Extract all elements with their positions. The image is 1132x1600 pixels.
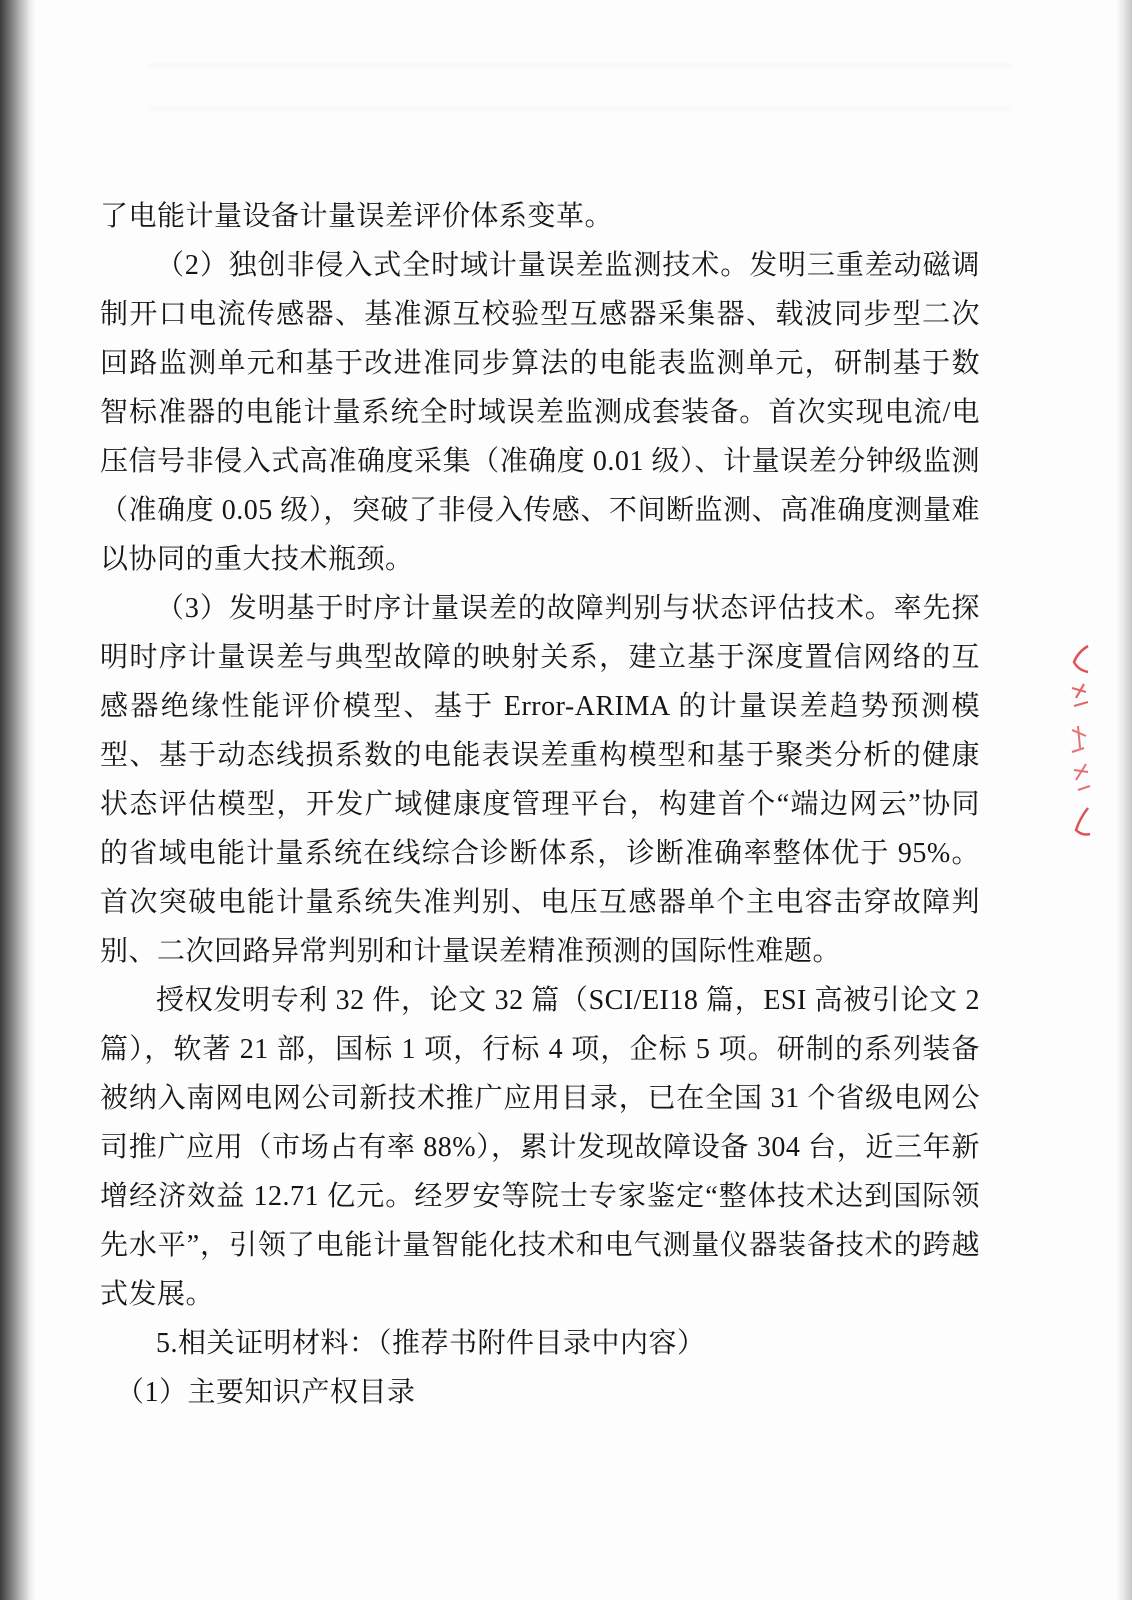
- paragraph-2: （2）独创非侵入式全时域计量误差监测技术。发明三重差动磁调制开口电流传感器、基准源互校验型互感器采集器、载波同步型二次回路监测单元和基于改进准同步算法的电能表监测单元，研制基于数智标准器的电能计量系统全时域误差监测成套装备。首次实现电流/电压信号非侵入式高准确度采集（准确度 0.01 级）、计量误差分钟级监测（准确度 0.05 级），突破了非侵入传感、不间断监测、高准确度测量难以协同的重大技术瓶颈。: [100, 250, 980, 575]
- section-5-sub-1: （1）主要知识产权目录: [116, 1377, 416, 1408]
- paragraph-continuation: 了电能计量设备计量误差评价体系变革。: [100, 201, 614, 232]
- scan-right-edge: [1116, 0, 1132, 1600]
- paragraph-3: （3）发明基于时序计量误差的故障判别与状态评估技术。率先探明时序计量误差与典型故障的映射关系，建立基于深度置信网络的互感器绝缘性能评价模型、基于 Error-ARIMA 的计量误差趋势预测模型、基于动态线损系数的电能表误差重构模型和基于聚类分析的健康状态评估模型，开发广域健康度管理平台，构建首个“端边网云”协同的省域电能计量系统在线综合诊断体系，诊断准确率整体优于 95%。首次突破电能计量系统失准判别、电压互感器单个主电容击穿故障判别、二次回路异常判别和计量误差精准预测的国际性难题。: [100, 593, 980, 967]
- section-5-heading: 5.相关证明材料：（推荐书附件目录中内容）: [156, 1328, 706, 1359]
- document-body: [100, 192, 980, 1417]
- scan-binding-shadow: [0, 0, 36, 1600]
- paragraph-4: 授权发明专利 32 件，论文 32 篇（SCI/EI18 篇，ESI 高被引论文 2 篇），软著 21 部，国标 1 项，行标 4 项，企标 5 项。研制的系列装备被纳入南网电网公司新技术推广应用目录，已在全国 31 个省级电网公司推广应用（市场占有率 88%），累计发现故障设备 304 台，近三年新增经济效益 12.71 亿元。经罗安等院士专家鉴定“整体技术达到国际领先水平”，引领了电能计量智能化技术和电气测量仪器装备技术的跨越式发展。: [100, 985, 980, 1310]
- red-seal-stamp-fragment: [1064, 640, 1094, 840]
- bleed-through-text: [150, 40, 1010, 140]
